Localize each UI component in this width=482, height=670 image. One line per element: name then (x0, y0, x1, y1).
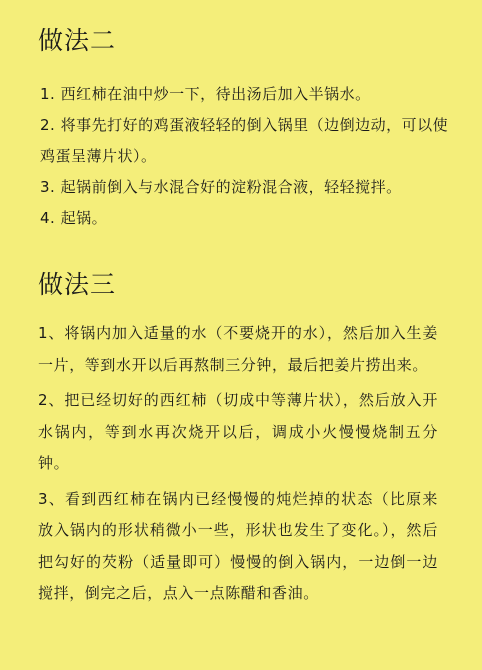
section-title-method-3: 做法三 (38, 270, 117, 299)
method-3-step-2: 2、把已经切好的西红柿（切成中等薄片状），然后放入开水锅内，等到水再次烧开以后，调成小火慢慢烧制五分钟。 (38, 391, 438, 472)
section-title-method-2: 做法二 (38, 26, 117, 55)
method-3-step-3: 3、看到西红柿在锅内已经慢慢的炖烂掉的状态（比原来放入锅内的形状稍微小一些，形状也发生了变化。），然后把勾好的芡粉（适量即可）慢慢的倒入锅内，一边倒一边搅拌，倒完之后，点入一点陈醋和香油。 (38, 489, 438, 602)
method-2-step-4: 4. 起锅。 (40, 209, 108, 227)
method-2-steps (40, 79, 450, 234)
method-2-step-1: 1. 西红柿在油中炒一下，待出汤后加入半锅水。 (40, 85, 371, 103)
method-2-step-3: 3. 起锅前倒入与水混合好的淀粉混合液，轻轻搅拌。 (40, 178, 402, 196)
method-3-steps (38, 318, 438, 614)
method-3-step-1: 1、将锅内加入适量的水（不要烧开的水），然后加入生姜一片，等到水开以后再熬制三分钟，最后把姜片捞出来。 (38, 324, 438, 374)
method-2-step-2: 2. 将事先打好的鸡蛋液轻轻的倒入锅里（边倒边动，可以使鸡蛋呈薄片状）。 (40, 116, 449, 165)
